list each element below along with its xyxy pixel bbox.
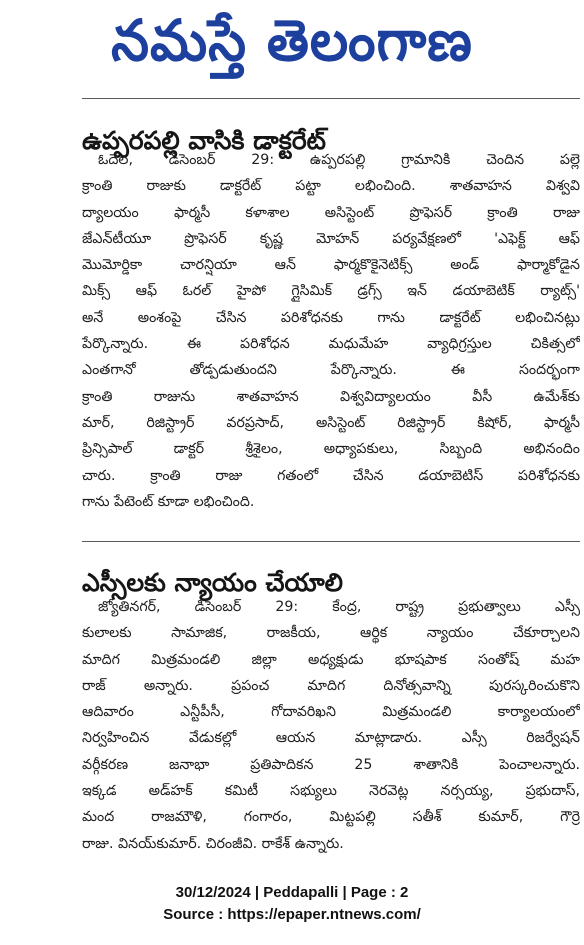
newspaper-title: నమస్తే తెలంగాణ [111, 7, 473, 74]
body-line: జ్యోతినగర్, డిసెంబర్ 29: కేంద్ర, రాష్ట్ర ప్రభుత్వాలు ఎస్సీ [98, 599, 580, 615]
body-line: గాను పేటెంట్ కూడా లభించింది. [82, 493, 255, 510]
body-line: మిక్స్ ఆఫ్ ఓరల్ హైపో గ్లైసిమిక్ డ్రగ్స్ ఇన్ డయాబెటిక్ ర్యాట్స్' [82, 283, 580, 300]
body-line: ద్యాలయం ఫార్మసీ కళాశాల అసిస్టెంట్ ప్రొఫెసర్ క్రాంతి రాజు [82, 204, 580, 221]
body-line: పేర్కొన్నారు. ఈ పరిశోధన మధుమేహ వ్యాధిగ్రస్తుల చికిత్సలో [82, 336, 580, 353]
body-line: ఓదెల, డిసెంబర్ 29: ఉప్పరపల్లి గ్రామానికి చెందిన పల్లె [98, 152, 580, 168]
body-line: ఆదివారం ఎన్టీపీసీ, గోదావరిఖని మిత్రమండలి కార్యాలయంలో [82, 704, 580, 721]
body-line: మంద రాజమౌళి, గంగారం, మిట్టపల్లి సతీశ్ కుమార్, గౌర్రె [82, 809, 580, 826]
edition-dateline: 30/12/2024 | Peddapalli | Page : 2 [175, 884, 409, 901]
article-1-body [82, 147, 580, 515]
body-line: జేఎన్‌టీయూ ప్రొఫెసర్ కృష్ణ మోహన్ పర్యవేక్షణలో 'ఎఫెక్ట్ ఆఫ్ [82, 230, 580, 247]
divider [82, 541, 580, 542]
article-2-body [82, 594, 580, 857]
body-line: వర్గీకరణ జనాభా ప్రతిపాదికన 25 శాతానికి పెంచాలన్నారు. [82, 756, 580, 773]
source-link[interactable]: Source : https://epaper.ntnews.com/ [163, 906, 421, 923]
body-line: క్రాంతి రాజును శాతవాహన విశ్వవిద్యాలయం వీసీ ఉమేశ్‌కు [82, 388, 580, 405]
body-line: రాజు. వినయ్‌కుమార్. చిరంజీవి. రాకేశ్ ఉన్నారు. [82, 835, 344, 852]
body-line: మార్, రిజిస్ట్రార్ వరప్రసాద్, అసిస్టెంట్ రిజిస్ట్రార్ కిషోర్, ఫార్మసీ [82, 414, 580, 431]
body-line: అనే అంశంపై చేసిన పరిశోధనకు గాను డాక్టరేట్ లభించినట్లు [82, 309, 580, 326]
body-line: రాజ్ అన్నారు. ప్రపంచ మాదిగ దినోత్సవాన్ని పురస్కరించుకొని [82, 677, 580, 694]
body-line: ఇక్కడ అడ్‌హక్ కమిటీ సభ్యులు నెరవెట్ల నర్సయ్య, ప్రభుదాస్, [82, 783, 580, 800]
body-line: చారు. క్రాంతి రాజు గతంలో చేసిన డయాబెటిస్ పరిశోధనకు [82, 467, 580, 484]
body-line: క్రాంతి రాజుకు డాక్టరేట్ పట్టా లభించింది. శాతవాహన విశ్వవి [82, 178, 580, 195]
body-line: కులాలకు సామాజిక, రాజకీయ, ఆర్థిక న్యాయం చేకూర్చాలని [82, 625, 580, 642]
masthead [0, 0, 584, 82]
divider [82, 98, 580, 99]
body-line: నిర్వహించిన వేడుకల్లో ఆయన మాట్లాడారు. ఎస్సీ రిజర్వేషన్ [82, 730, 580, 747]
body-line: ప్రిన్సిపాల్ డాక్టర్ శ్రీశైలం, అధ్యాపకులు, సిబ్బంది అభినందిం [82, 441, 580, 458]
body-line: ఎంతగానో తోడ్పడుతుందని పేర్కొన్నారు. ఈ సందర్భంగా [82, 362, 580, 379]
article-1-headline: ఉప్పరపల్లి వాసికి డాక్టరేట్ [82, 125, 326, 155]
article-2-headline: ఎస్సీలకు న్యాయం చేయాలి [82, 567, 343, 597]
body-line: మొమోర్డికా చారన్షియా ఆన్ ఫార్మకొకైనెటిక్స్ అండ్ ఫార్మాకోడైన [82, 257, 580, 274]
body-line: మాదిగ మిత్రమండలి జిల్లా అధ్యక్షుడు భూషపాక సంతోష్ మహ [82, 651, 580, 668]
